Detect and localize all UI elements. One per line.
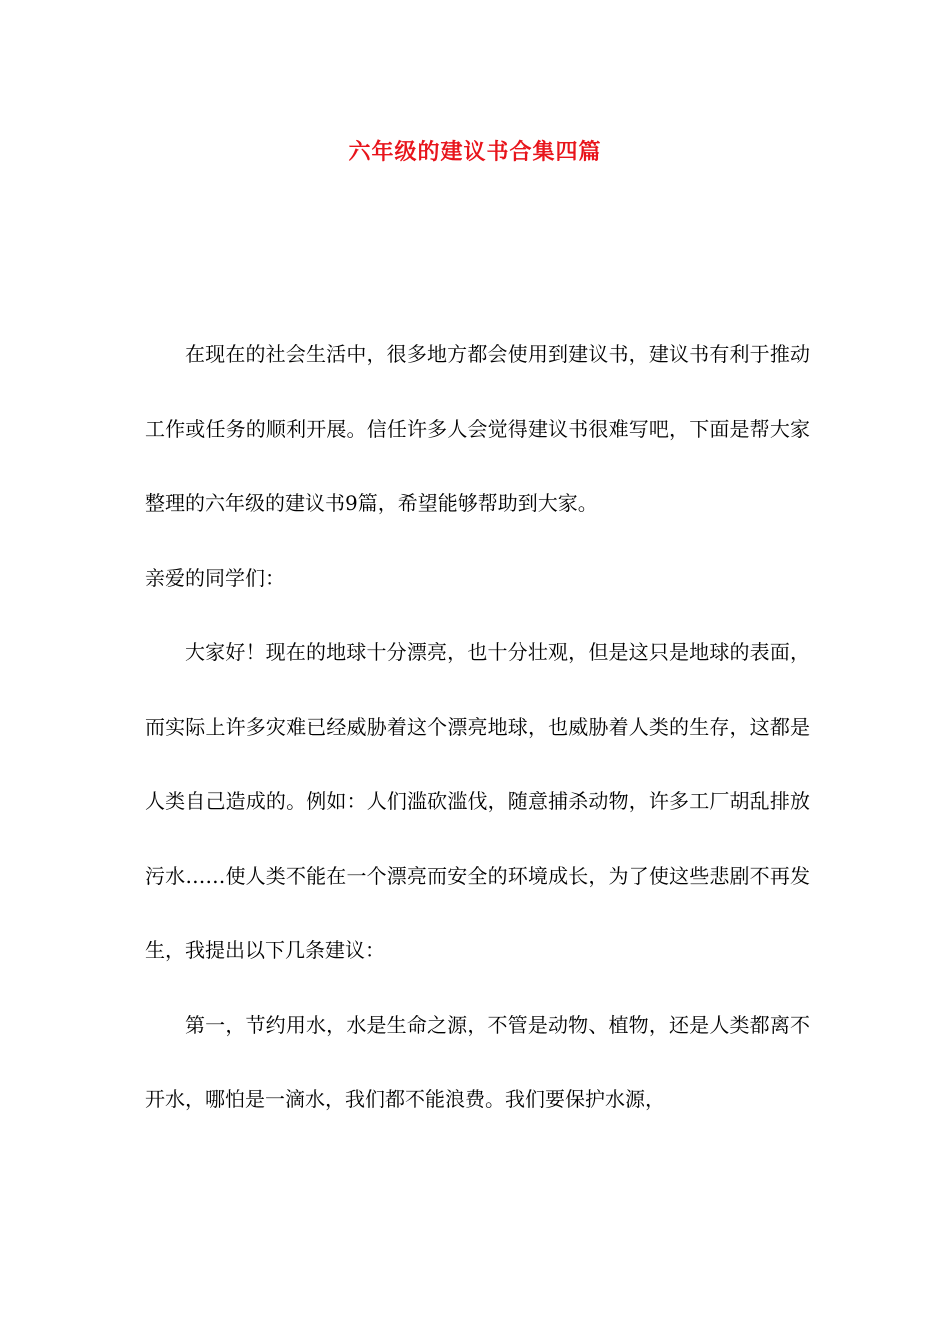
suggestion-one-paragraph: 第一，节约用水，水是生命之源，不管是动物、植物，还是人类都离不开水，哪怕是一滴水，我们都不能浪费。我们要保护水源， <box>145 1012 810 1111</box>
document-title: 六年级的建议书合集四篇 <box>348 139 602 165</box>
greeting-paragraph: 大家好！现在的地球十分漂亮，也十分壮观，但是这只是地球的表面，而实际上许多灾难已经威胁着这个漂亮地球，也威胁着人类的生存，这都是人类自己造成的。例如：人们滥砍滥伐，随意捕杀动物，许多工厂胡乱排放污水……使人类不能在一个漂亮而安全的环境成长，为了使这些悲剧不再发生，我提出以下几条建议： <box>145 640 810 962</box>
document-body <box>145 317 810 1137</box>
intro-paragraph: 在现在的社会生活中，很多地方都会使用到建议书，建议书有利于推动工作或任务的顺利开展。信任许多人会觉得建议书很难写吧，下面是帮大家整理的六年级的建议书9篇，希望能够帮助到大家。 <box>145 342 810 515</box>
salutation: 亲爱的同学们： <box>145 565 285 590</box>
